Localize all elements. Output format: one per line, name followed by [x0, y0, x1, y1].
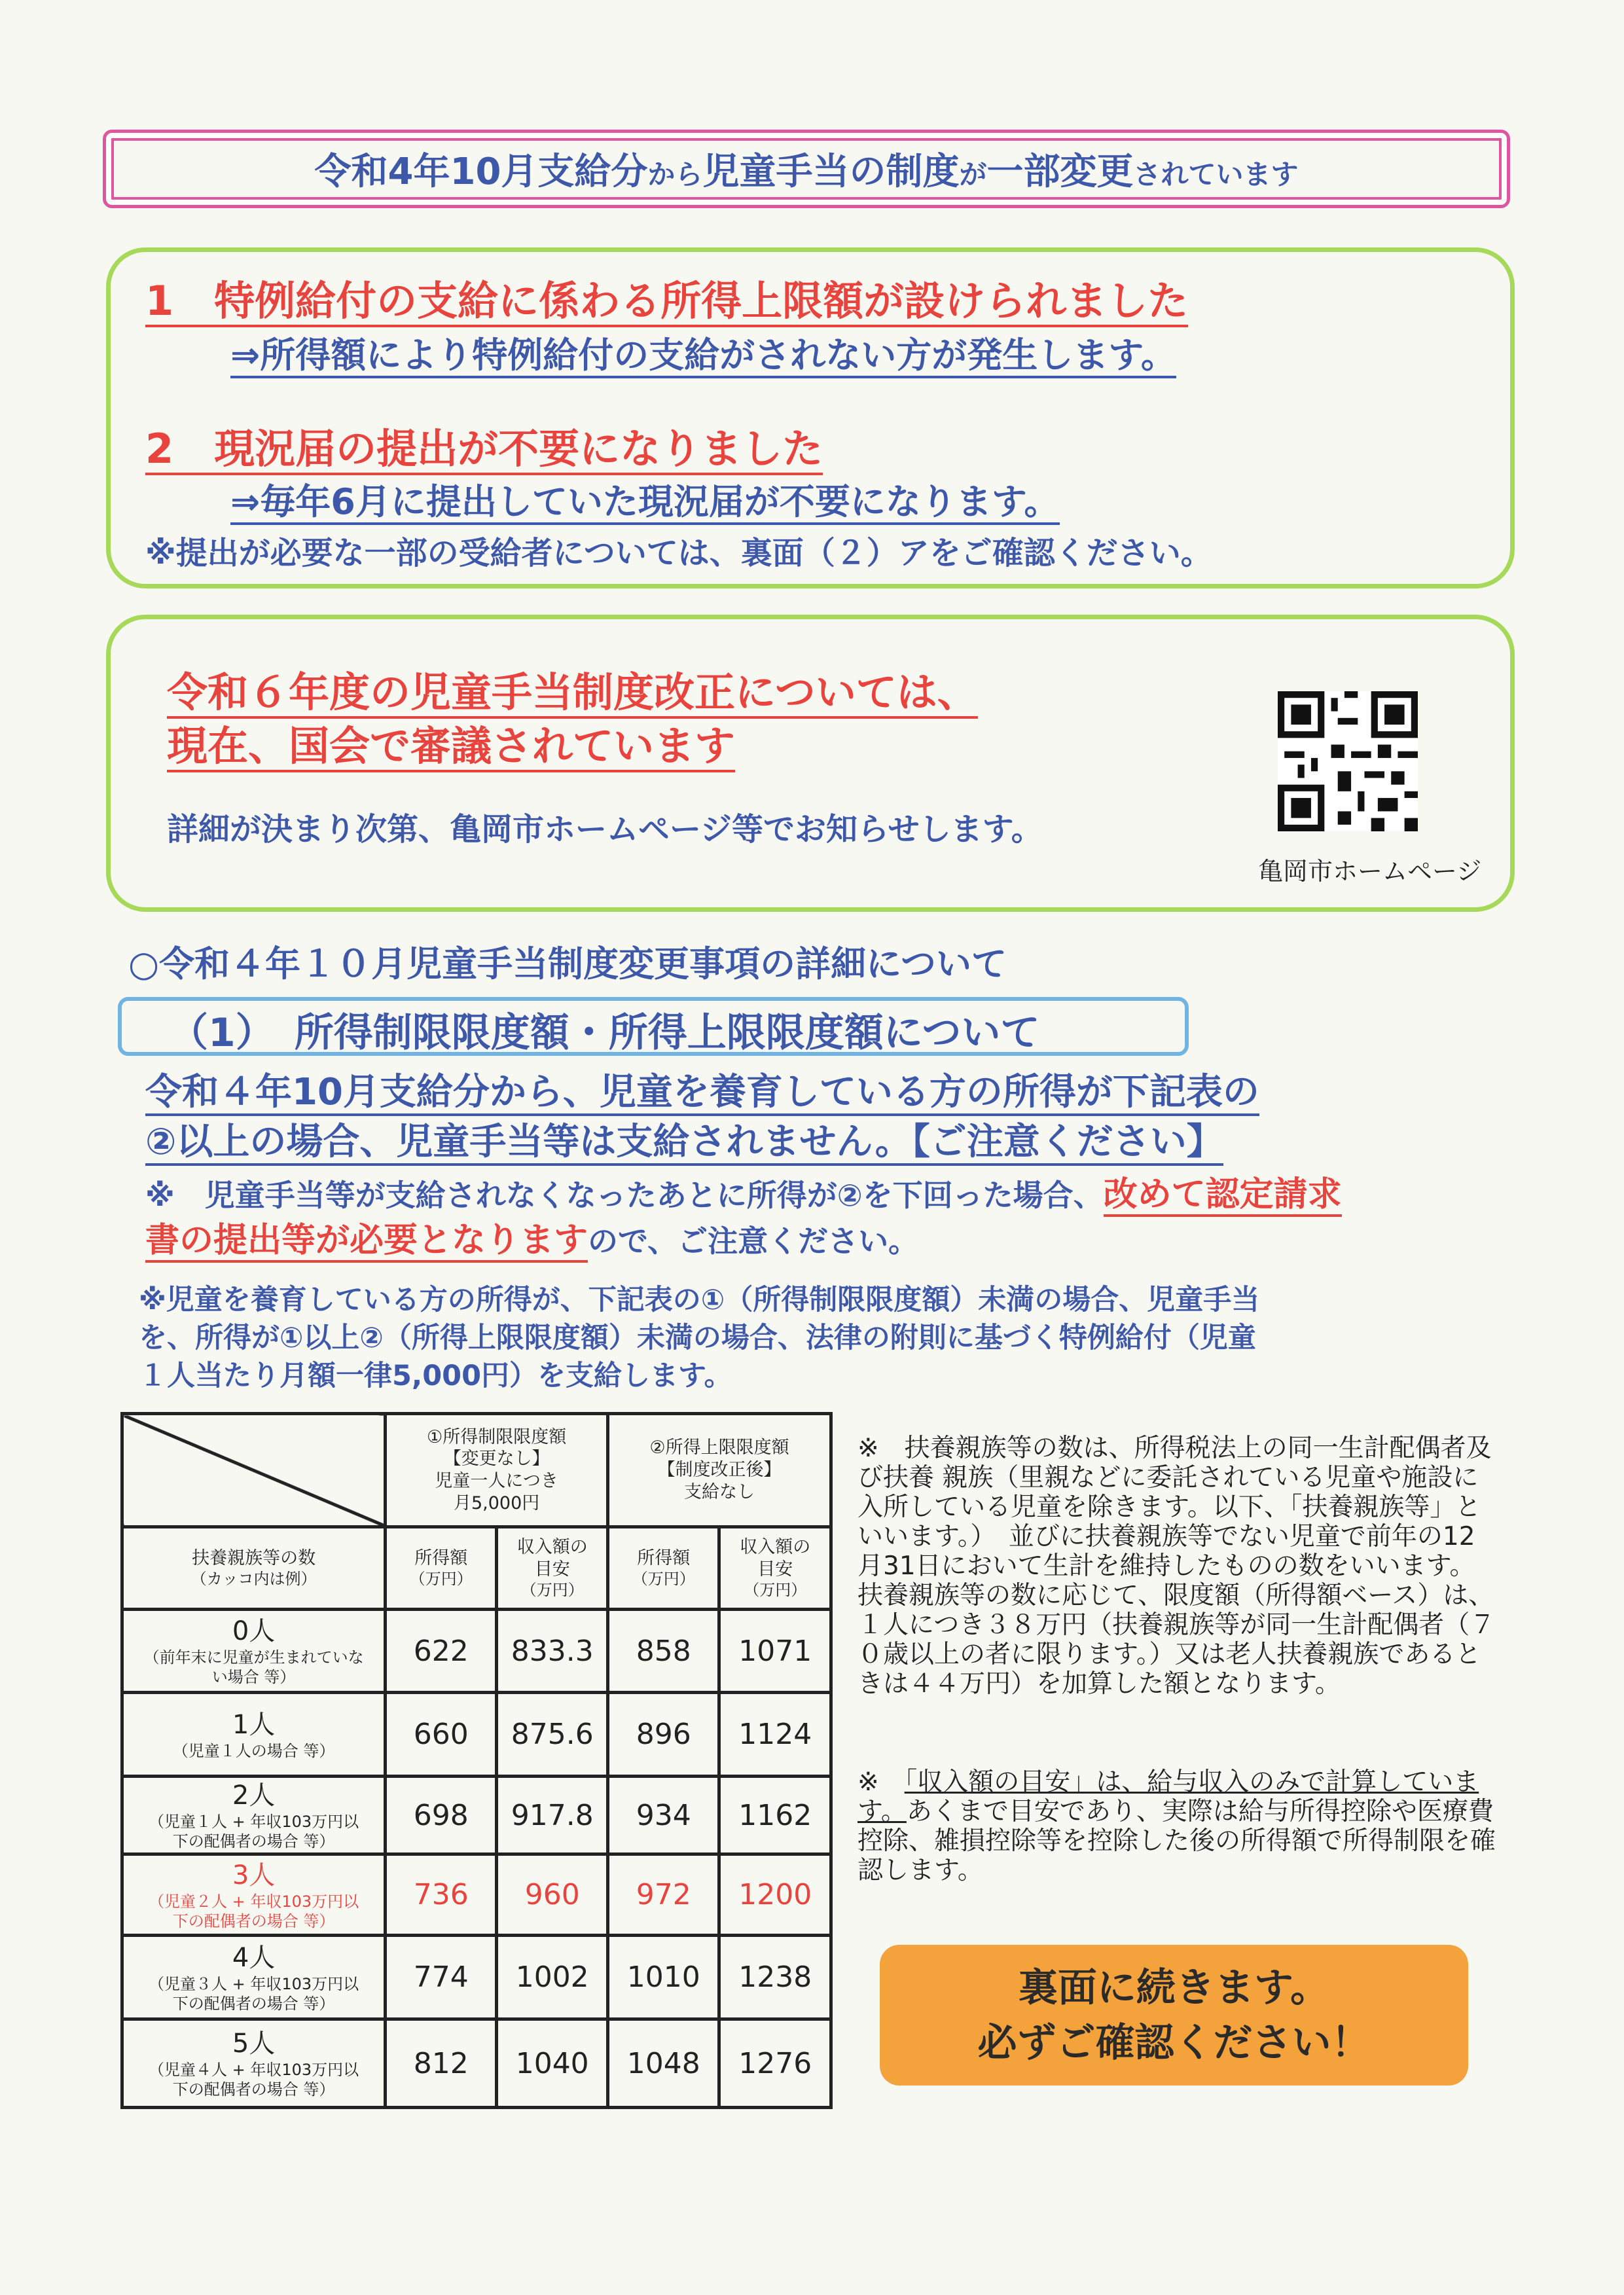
table-row: [122, 2019, 831, 2108]
value-cell: 1124: [719, 1693, 831, 1777]
value-cell: 960: [497, 1854, 608, 1936]
qr-label: 亀岡市ホームページ: [1258, 857, 1482, 886]
callout-line-1: 裏面に続きます。: [1018, 1964, 1330, 2011]
warning-line-2: ②以上の場合、児童手当等は支給されません。【ご注意ください】: [145, 1121, 1223, 1166]
value-cell: 774: [386, 1936, 497, 2019]
details-heading: ○令和４年１０月児童手当制度変更事項の詳細について: [128, 943, 1007, 985]
dependents-count-cell: 2人 （児童１人 + 年収103万円以下の配偶者の場合 等）: [122, 1777, 386, 1854]
special-benefit-para-2: を、所得が①以上②（所得上限限度額）未満の場合、法律の附則に基づく特例給付（児童: [139, 1322, 1256, 1354]
value-cell: 812: [386, 2019, 497, 2108]
reapply-note-b: ので、ご注意ください。: [588, 1223, 919, 1259]
dependents-count-cell: 1人 （児童１人の場合 等）: [122, 1693, 386, 1777]
section-title: （1） 所得制限限度額・所得上限限度額について: [169, 1010, 1040, 1056]
table-row: [122, 1693, 831, 1777]
dependents-count-cell: 4人 （児童３人 + 年収103万円以下の配偶者の場合 等）: [122, 1936, 386, 2019]
value-cell: 1040: [497, 2019, 608, 2108]
title-text: 令和4年10月支給分から児童手当の制度が一部変更されています: [314, 151, 1299, 193]
value-cell: 736: [386, 1854, 497, 1936]
value-cell: 1276: [719, 2019, 831, 2108]
table-row: [122, 1936, 831, 2019]
value-cell: 972: [608, 1854, 719, 1936]
change-1-heading: 1 特例給付の支給に係わる所得上限額が設けられました: [145, 277, 1188, 327]
value-cell: 833.3: [497, 1610, 608, 1693]
dependents-count-cell: 0人 （前年末に児童が生まれていない場合 等）: [122, 1610, 386, 1693]
warning-line-1: 令和４年10月支給分から、児童を養育している方の所得が下記表の: [145, 1071, 1259, 1116]
special-benefit-para-1: ※児童を養育している方の所得が、下記表の①（所得制限限度額）未満の場合、児童手当: [139, 1284, 1260, 1316]
reapply-note-red-1: 改めて認定請求: [1104, 1175, 1342, 1217]
value-cell: 917.8: [497, 1777, 608, 1854]
changes-note: ※提出が必要な一部の受給者については、裏面（２）アをご確認ください。: [145, 535, 1212, 571]
change-2-heading: 2 現況届の提出が不要になりました: [145, 425, 823, 475]
value-cell: 1071: [719, 1610, 831, 1693]
table-row: [122, 1854, 831, 1936]
value-cell: 698: [386, 1777, 497, 1854]
table-row: [122, 1777, 831, 1854]
value-cell: 1162: [719, 1777, 831, 1854]
table-row: [122, 1610, 831, 1693]
value-cell: 1002: [497, 1936, 608, 2019]
title-banner: [103, 130, 1510, 208]
value-cell: 1238: [719, 1936, 831, 2019]
income-limit-table: [120, 1412, 833, 2109]
callout-line-2: 必ずご確認ください！: [977, 2019, 1371, 2066]
qr-code-icon[interactable]: [1276, 691, 1419, 831]
reapply-note-a: ※ 児童手当等が支給されなくなったあとに所得が②を下回った場合、: [145, 1178, 1104, 1213]
change-2-detail: ⇒毎年6月に提出していた現況届が不要になります。: [230, 481, 1060, 525]
value-cell: 875.6: [497, 1693, 608, 1777]
value-cell: 660: [386, 1693, 497, 1777]
revision-heading-2: 現在、国会で審議されています: [167, 722, 735, 772]
value-cell: 1010: [608, 1936, 719, 2019]
revenue-estimate-note: ※ 「収入額の目安」は、給与収入のみで計算しています。あくまで目安であり、実際は給与所得控除や医療費控除、雑損控除等を控除した後の所得額で所得制限を確認します。: [857, 1767, 1496, 1885]
change-1-detail: ⇒所得額により特例給付の支給がされない方が発生します。: [230, 334, 1176, 378]
value-cell: 1048: [608, 2019, 719, 2108]
revision-heading-1: 令和６年度の児童手当制度改正については、: [167, 668, 978, 719]
reapply-note-red-2: 書の提出等が必要となります: [145, 1221, 588, 1263]
value-cell: 896: [608, 1693, 719, 1777]
dependents-note: ※ 扶養親族等の数は、所得税法上の同一生計配偶者及び扶養 親族（里親などに委託されている児童や施設に入所している児童を除きます。以下、「扶養親族等」といいます。） 並びに扶養親族等でない児童で前年の12月31日において生計を維持したものの数をいいます。 扶養親族等の数に応じて、限度額（所得額ベース）は、１人につき３８万円（扶養親族等が同一生計配偶者（７０歳以上の者に限ります。）又は老人扶養親族であるときは４４万円）を加算した額となります。: [857, 1434, 1496, 1699]
income-limit-header: ①所得制限限度額 【変更なし】 児童一人につき 月5,000円: [386, 1414, 608, 1527]
value-cell: 858: [608, 1610, 719, 1693]
revision-detail: 詳細が決まり次第、亀岡市ホームページ等でお知らせします。: [167, 811, 1043, 848]
income-cap-header: ②所得上限限度額 【制度改正後】 支給なし: [608, 1414, 831, 1527]
value-cell: 1200: [719, 1854, 831, 1936]
continue-callout: [880, 1945, 1468, 2086]
table-subheader-row: 扶養親族等の数 （カッコ内は例） 所得額 （万円） 収入額の 目安 （万円） 所得額 （万円） 収入額の 目安 （万円）: [122, 1527, 831, 1610]
value-cell: 622: [386, 1610, 497, 1693]
dependents-count-cell: 5人 （児童４人 + 年収103万円以下の配偶者の場合 等）: [122, 2019, 386, 2108]
dependents-count-cell: 3人 （児童２人 + 年収103万円以下の配偶者の場合 等）: [122, 1854, 386, 1936]
diagonal-corner-cell: [122, 1414, 386, 1527]
value-cell: 934: [608, 1777, 719, 1854]
special-benefit-para-3: １人当たり月額一律5,000円）を支給します。: [139, 1360, 732, 1392]
